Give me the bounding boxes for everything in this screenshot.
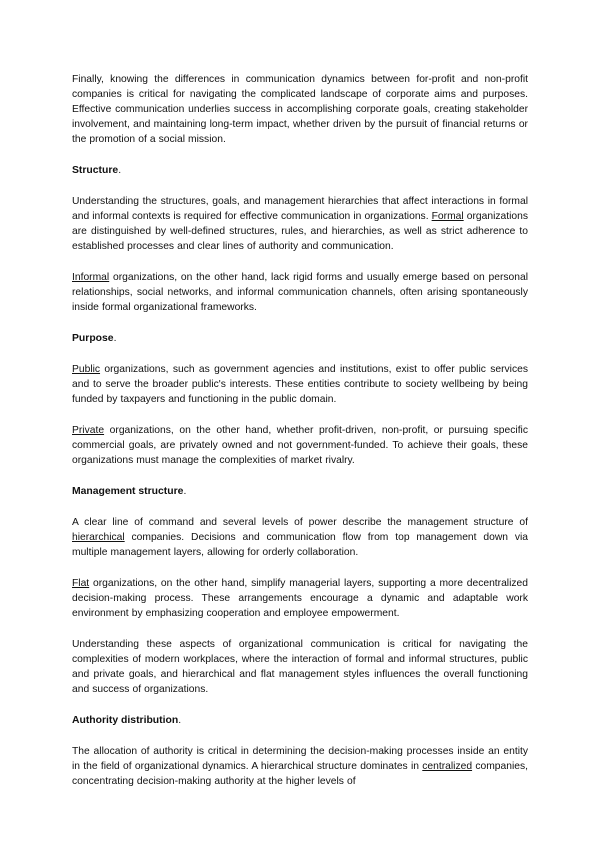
flat-paragraph [72,576,528,621]
term-hierarchical: hierarchical [72,532,125,543]
heading-period: . [113,333,117,344]
public-paragraph [72,362,528,407]
intro-text: Finally, knowing the differences in communication dynamics between for-profit and non-profit companies is critical for navigating the complicated landscape of corporate aims and purposes. Effective communication underlies success in accomplishing corporate goals, creating stakeholder involvement, and maintaining long-term impact, whether driven by the pursuit of financial returns or the promotion of a social mission. [72,74,528,145]
informal-text: organizations, on the other hand, lack rigid forms and usually emerge based on personal relationships, social networks, and informal communication channels, often arising spontaneously inside formal organizational frameworks. [72,272,528,313]
private-paragraph [72,423,528,468]
heading-authority [72,713,528,728]
term-flat: Flat [72,578,90,589]
heading-structure-text: Structure [72,165,119,176]
heading-period: . [118,165,122,176]
summary-paragraph [72,637,528,697]
heading-structure [72,163,528,178]
formal-text: organizations are distinguished by well-defined structures, rules, and hierarchies, as well as strict adherence to established processes and clear lines of authority and communication. [72,211,528,252]
heading-management-text: Management structure [72,486,184,497]
public-text: organizations, such as government agencies and institutions, exist to offer public services and to serve the broader public's interests. These entities contribute to society wellbeing by being funded by taxpayers and functioning in the public domain. [72,364,528,405]
flat-text: organizations, on the other hand, simplify managerial layers, supporting a more decentralized decision-making process. These arrangements encourage a dynamic and adaptable work environment by emphasizing cooperation and employee empowerment. [72,578,528,619]
informal-paragraph [72,270,528,315]
hierarchical-text: companies. Decisions and communication flow from top management down via multiple management layers, allowing for orderly collaboration. [72,532,528,558]
term-informal: Informal [72,272,110,283]
hierarchical-paragraph [72,515,528,560]
authority-paragraph [72,744,528,789]
term-public: Public [72,364,101,375]
heading-period: . [178,715,182,726]
term-formal: Formal [431,211,464,222]
heading-authority-text: Authority distribution [72,715,179,726]
term-centralized: centralized [422,761,473,772]
heading-purpose [72,331,528,346]
term-private: Private [72,425,105,436]
authority-lead-text: The allocation of authority is critical in determining the decision-making processes inside an entity in the field of organizational dynamics. A hierarchical structure dominates in [72,746,528,772]
heading-period: . [183,486,187,497]
heading-purpose-text: Purpose [72,333,114,344]
summary-text: Understanding these aspects of organizational communication is critical for navigating the complexities of modern workplaces, where the interaction of formal and informal structures, public and private goals, and hierarchical and flat management styles influences the overall functioning and success of organizations. [72,639,528,695]
structure-text: Understanding the structures, goals, and management hierarchies that affect interactions in formal and informal contexts is required for effective communication in organizations. [72,196,528,222]
intro-paragraph [72,72,528,147]
private-text: organizations, on the other hand, whether profit-driven, non-profit, or pursuing specific commercial goals, are privately owned and not government-funded. To achieve their goals, these organizations must manage the complexities of market rivalry. [72,425,528,466]
structure-paragraph [72,194,528,254]
hierarchical-lead-text: A clear line of command and several levels of power describe the management structure of [72,517,528,528]
authority-text: companies, concentrating decision-making authority at the higher levels of [72,761,528,787]
heading-management [72,484,528,499]
